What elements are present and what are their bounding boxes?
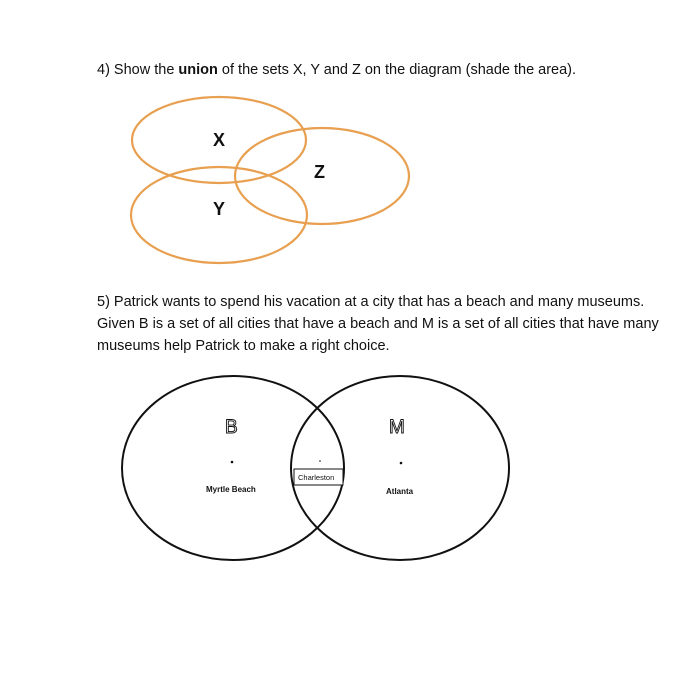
myrtle-beach-label: Myrtle Beach: [206, 485, 256, 494]
set-z-label: Z: [314, 162, 325, 182]
atlanta-dot: [400, 462, 403, 465]
set-m-label: M: [389, 417, 405, 438]
set-y-label: Y: [213, 199, 226, 219]
question-4-suffix: of the sets X, Y and Z on the diagram (shade the area).: [217, 62, 577, 78]
venn-diagram-xyz: [131, 97, 409, 263]
set-b-ellipse: [122, 376, 344, 560]
myrtle-beach-dot: [231, 461, 234, 464]
question-4-bold-word: union: [178, 62, 218, 78]
charleston-dot: [319, 460, 321, 462]
set-x-label: X: [213, 130, 226, 150]
question-5-prompt: 5) Patrick wants to spend his vacation at a city that has a beach and many museums. Given B is a set of all cities that have a beach and M is a set of all cities that have many museums help Patrick to make a right choice.: [97, 294, 659, 354]
set-b-label: B: [225, 417, 238, 438]
set-m-ellipse: [291, 376, 509, 560]
atlanta-label: Atlanta: [386, 487, 414, 496]
venn-diagram-bm: [122, 376, 509, 560]
question-4-prefix: 4) Show the: [97, 62, 179, 78]
charleston-label: Charleston: [298, 473, 335, 482]
